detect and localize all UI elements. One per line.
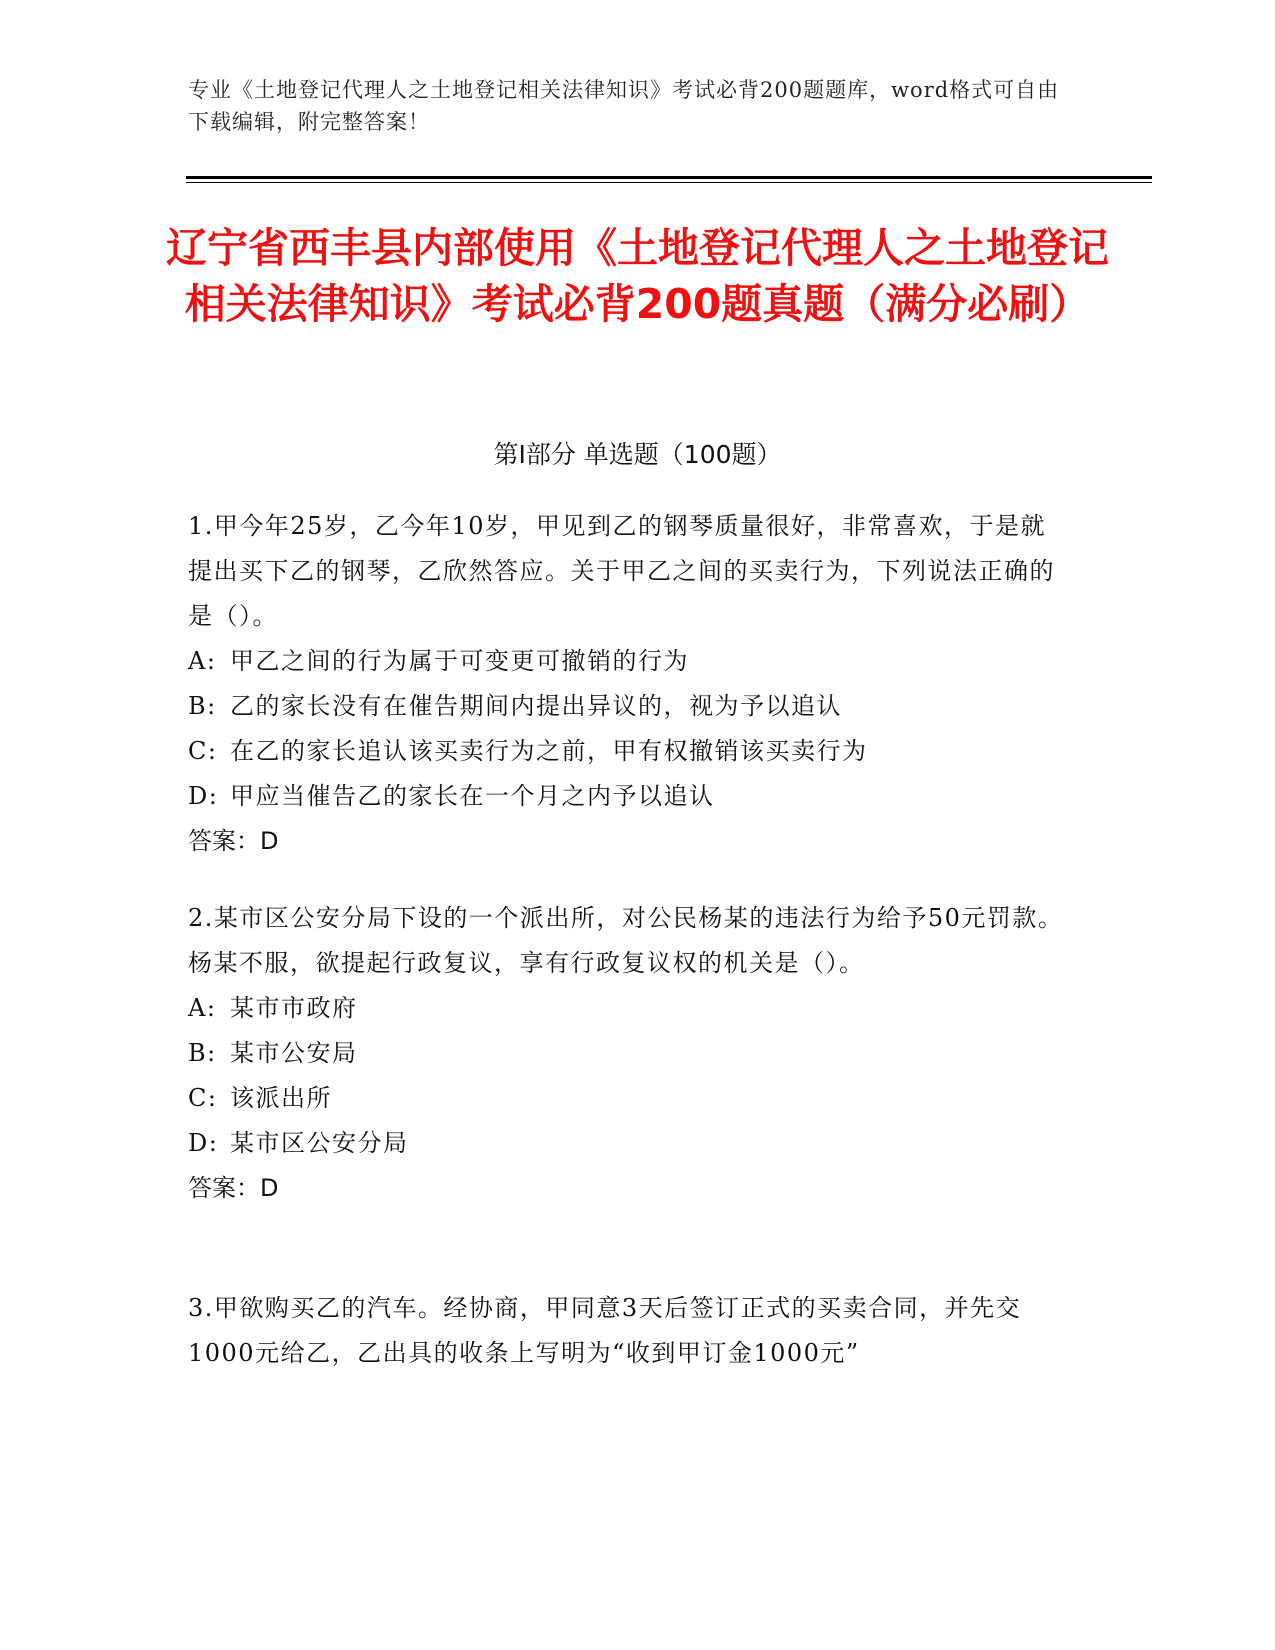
header-divider-thick [186,176,1152,179]
option-text: 甲应当催告乙的家长在一个月之内予以追认 [230,782,715,810]
option-c [188,1076,1068,1121]
question-3 [188,1286,1068,1376]
question-stem: 1.甲今年25岁，乙今年10岁，甲见到乙的钢琴质量很好，非常喜欢，于是就提出买下乙的钢琴，乙欣然答应。关于甲乙之间的买卖行为，下列说法正确的是（）。 [188,512,1055,630]
page-title: 辽宁省西丰县内部使用《土地登记代理人之土地登记相关法律知识》考试必背200题真题（满分必刷） [166,224,1109,328]
option-text: 某市市政府 [230,994,358,1022]
option-d [188,774,1068,819]
option-text: 在乙的家长追认该买卖行为之前，甲有权撤销该买卖行为 [230,737,868,765]
option-key: A: [188,994,217,1022]
question-2 [188,896,1068,1211]
section-heading: 第Ⅰ部分 单选题（100题） [493,440,782,469]
option-text: 该派出所 [230,1084,332,1112]
option-text: 某市公安局 [230,1039,358,1067]
question-stem: 3.甲欲购买乙的汽车。经协商，甲同意3天后签订正式的买卖合同，并先交1000元给乙，乙出具的收条上写明为“收到甲订金1000元” [188,1294,1022,1367]
option-d [188,1121,1068,1166]
option-key: B: [188,692,217,720]
option-b [188,1031,1068,1076]
option-c [188,729,1068,774]
header-divider-thin [186,182,1152,183]
option-key: D: [188,782,219,810]
answer-line: 答案：D [188,1174,279,1202]
option-text: 某市区公安分局 [230,1129,409,1157]
header-note: 专业《土地登记代理人之土地登记相关法律知识》考试必背200题题库，word格式可自由下载编辑，附完整答案！ [188,78,1060,134]
option-key: A: [188,647,217,675]
option-text: 甲乙之间的行为属于可变更可撤销的行为 [230,647,689,675]
option-a [188,639,1068,684]
question-1 [188,504,1068,864]
option-b [188,684,1068,729]
option-text: 乙的家长没有在催告期间内提出异议的，视为予以追认 [230,692,842,720]
option-key: C: [188,1084,218,1112]
option-key: D: [188,1129,219,1157]
option-a [188,986,1068,1031]
option-key: B: [188,1039,217,1067]
question-stem: 2.某市区公安分局下设的一个派出所，对公民杨某的违法行为给予50元罚款。杨某不服，欲提起行政复议，享有行政复议权的机关是（）。 [188,904,1064,977]
answer-line: 答案：D [188,827,279,855]
option-key: C: [188,737,218,765]
